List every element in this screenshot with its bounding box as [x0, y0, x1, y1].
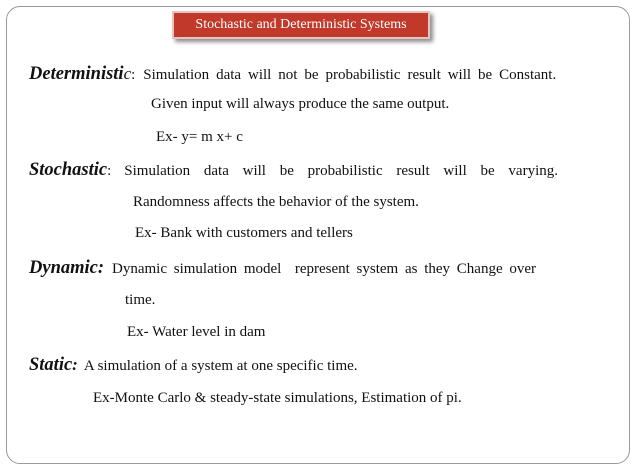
stochastic-definition — [29, 160, 610, 186]
deterministic-definition — [29, 64, 610, 90]
dynamic-term: Dynamic: — [29, 258, 105, 278]
static-term: Static — [29, 355, 73, 375]
dynamic-line2: time. — [125, 292, 156, 308]
static-example: Ex-Monte Carlo & steady-state simulations, Estimation of pi. — [93, 390, 462, 406]
dynamic-example: Ex- Water level in dam — [127, 324, 266, 340]
static-definition — [29, 355, 358, 381]
deterministic-line1-wrap — [143, 67, 592, 84]
static-line1: A simulation of a system at one specific time. — [83, 358, 358, 374]
stochastic-line1: Simulation data will be probabilistic result will be varying. — [124, 163, 558, 179]
stochastic-example: Ex- Bank with customers and tellers — [135, 225, 353, 241]
stochastic-separator: : — [107, 163, 112, 179]
stochastic-line2: Randomness affects the behavior of the system. — [133, 194, 419, 210]
slide-title: Stochastic and Deterministic Systems — [172, 11, 430, 39]
static-separator: : — [72, 355, 78, 374]
dynamic-line1: Dynamic simulation model represent system as they Change over — [112, 261, 537, 277]
deterministic-term: Deterministi — [29, 64, 124, 84]
deterministic-line1: Simulation data will not be probabilistic result will be Constant. — [143, 67, 557, 83]
deterministic-separator: : — [131, 67, 136, 83]
dynamic-definition — [29, 258, 610, 284]
deterministic-term-tail: c — [123, 64, 132, 83]
stochastic-term: Stochastic — [29, 160, 108, 180]
deterministic-line2: Given input will always produce the same output. — [151, 96, 450, 112]
deterministic-example: Ex- y= m x+ c — [156, 129, 243, 145]
